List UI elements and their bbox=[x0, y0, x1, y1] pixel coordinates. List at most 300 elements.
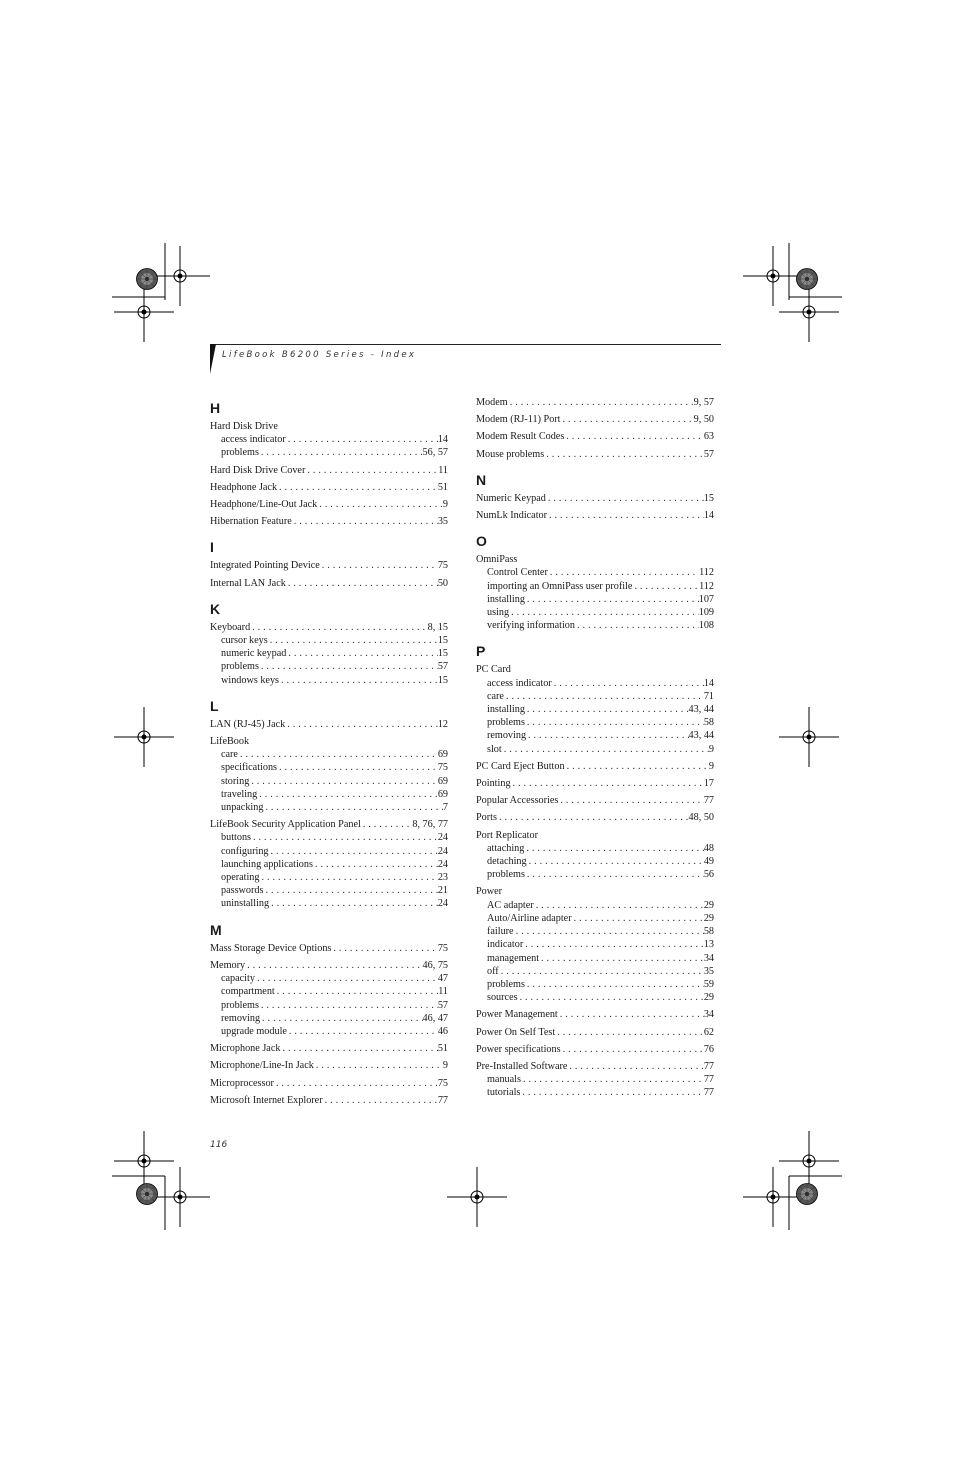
index-entry-row bbox=[210, 735, 448, 748]
dot-leader bbox=[508, 396, 694, 409]
dot-leader bbox=[314, 1059, 443, 1072]
page-reference: 14 bbox=[703, 677, 714, 689]
dot-leader bbox=[561, 413, 694, 426]
index-entry bbox=[210, 420, 448, 460]
dot-leader bbox=[575, 619, 699, 632]
header-rule bbox=[210, 344, 721, 345]
dot-leader bbox=[285, 718, 438, 731]
dot-leader bbox=[255, 972, 438, 985]
index-subentry-row bbox=[476, 991, 714, 1004]
index-term: Ports bbox=[476, 812, 497, 824]
index-entry-row bbox=[476, 430, 714, 443]
index-term: Hard Disk Drive Cover bbox=[210, 464, 306, 476]
index-subentry-row bbox=[476, 593, 714, 606]
page-reference: 8, 76, 77 bbox=[412, 819, 448, 831]
index-term: LifeBook bbox=[210, 736, 250, 748]
index-entry-row bbox=[210, 1077, 448, 1090]
index-subentry-row bbox=[210, 871, 448, 884]
page-reference: 48, 50 bbox=[688, 812, 714, 824]
dot-leader bbox=[251, 831, 438, 844]
index-term: care bbox=[221, 749, 238, 761]
index-entry-row bbox=[476, 663, 714, 676]
index-term: operating bbox=[221, 872, 260, 884]
index-subentry-row bbox=[476, 1073, 714, 1086]
index-entry-row bbox=[476, 1060, 714, 1073]
dot-leader bbox=[558, 1008, 704, 1021]
page-reference: 77 bbox=[703, 795, 714, 807]
index-term: problems bbox=[487, 717, 525, 729]
dot-leader bbox=[292, 515, 438, 528]
index-term: LifeBook Security Application Panel bbox=[210, 819, 361, 831]
page-reference: 46, 75 bbox=[422, 959, 448, 971]
index-term: indicator bbox=[487, 939, 524, 951]
index-subentry-row bbox=[476, 716, 714, 729]
dot-leader bbox=[305, 464, 438, 477]
index-term: Modem Result Codes bbox=[476, 431, 565, 443]
index-letter-heading: L bbox=[210, 697, 219, 714]
dot-leader bbox=[525, 868, 704, 881]
page-reference: 15 bbox=[437, 635, 448, 647]
index-term: Power On Self Test bbox=[476, 1026, 556, 1038]
index-subentry-row bbox=[210, 1025, 448, 1038]
dot-leader bbox=[524, 842, 703, 855]
dot-leader bbox=[269, 845, 438, 858]
index-letter-heading: O bbox=[476, 533, 487, 550]
index-entry-row bbox=[210, 577, 448, 590]
index-term: management bbox=[487, 952, 540, 964]
index-subentry-row bbox=[476, 743, 714, 756]
dot-leader bbox=[567, 1060, 703, 1073]
index-term: Hibernation Feature bbox=[210, 516, 292, 528]
index-entry-row bbox=[210, 515, 448, 528]
index-subentry-row bbox=[476, 912, 714, 925]
index-subentry-row bbox=[210, 775, 448, 788]
index-subentry-row bbox=[476, 606, 714, 619]
index-term: installing bbox=[487, 704, 525, 716]
page-reference: 43, 44 bbox=[688, 704, 714, 716]
index-subentry-row bbox=[476, 729, 714, 742]
index-entry-row bbox=[210, 959, 448, 972]
dot-leader bbox=[548, 566, 699, 579]
page-reference: 14 bbox=[703, 510, 714, 522]
index-term: cursor keys bbox=[221, 635, 268, 647]
index-entry bbox=[476, 760, 714, 773]
index-entry bbox=[476, 413, 714, 426]
index-term: specifications bbox=[221, 762, 278, 774]
index-subentry-row bbox=[210, 858, 448, 871]
dot-leader bbox=[313, 858, 438, 871]
index-term: removing bbox=[221, 1012, 261, 1024]
index-entry-row bbox=[210, 559, 448, 572]
running-header bbox=[210, 344, 721, 374]
index-subentry-row bbox=[476, 690, 714, 703]
index-subentry-row bbox=[210, 761, 448, 774]
page-reference: 29 bbox=[703, 912, 714, 924]
index-term: compartment bbox=[221, 986, 275, 998]
index-term: windows keys bbox=[221, 674, 280, 686]
dot-leader bbox=[525, 703, 689, 716]
dot-leader bbox=[259, 660, 438, 673]
index-entry-row bbox=[476, 1026, 714, 1039]
index-subentry-row bbox=[210, 433, 448, 446]
page-reference: 9, 57 bbox=[693, 397, 714, 408]
index-term: LAN (RJ-45) Jack bbox=[210, 718, 286, 730]
index-term: storing bbox=[221, 775, 250, 787]
page-reference: 75 bbox=[437, 762, 448, 774]
page-reference: 51 bbox=[437, 481, 448, 493]
dot-leader bbox=[277, 761, 438, 774]
index-term: configuring bbox=[221, 845, 269, 857]
page-reference: 77 bbox=[703, 1074, 714, 1086]
page-reference: 9 bbox=[708, 760, 714, 772]
index-entry-row bbox=[210, 498, 448, 511]
index-term: using bbox=[487, 607, 510, 619]
index-term: Pre-Installed Software bbox=[476, 1060, 568, 1072]
page-reference: 63 bbox=[703, 431, 714, 443]
page-reference: 48 bbox=[703, 842, 714, 854]
index-letter-heading: N bbox=[476, 471, 487, 488]
dot-leader bbox=[269, 897, 438, 910]
index-entry bbox=[210, 1059, 448, 1072]
page-reference: 69 bbox=[437, 749, 448, 761]
dot-leader bbox=[547, 509, 704, 522]
index-entry bbox=[210, 621, 448, 687]
index-entry-row bbox=[210, 420, 448, 433]
index-term: Pointing bbox=[476, 778, 511, 790]
index-entry bbox=[210, 464, 448, 477]
header-tab-marker bbox=[210, 344, 216, 374]
page-reference: 108 bbox=[698, 620, 714, 632]
index-entry bbox=[476, 396, 714, 409]
dot-leader bbox=[632, 580, 699, 593]
dot-leader bbox=[331, 942, 437, 955]
index-term: care bbox=[487, 690, 504, 702]
dot-leader bbox=[268, 634, 438, 647]
index-entry bbox=[476, 430, 714, 443]
index-term: Mass Storage Device Options bbox=[210, 942, 332, 954]
index-term: Keyboard bbox=[210, 621, 251, 633]
page-reference: 56, 57 bbox=[422, 447, 448, 459]
index-entry bbox=[476, 492, 714, 505]
index-term: tutorials bbox=[487, 1087, 521, 1099]
page-reference: 57 bbox=[437, 999, 448, 1011]
index-term: sources bbox=[487, 992, 518, 1004]
page-reference: 24 bbox=[437, 845, 448, 857]
index-term: importing an OmniPass user profile bbox=[487, 580, 633, 592]
index-entry bbox=[476, 794, 714, 807]
index-term: slot bbox=[487, 743, 502, 755]
index-subentry-row bbox=[476, 580, 714, 593]
dot-leader bbox=[286, 433, 438, 446]
dot-leader bbox=[572, 912, 704, 925]
index-entry bbox=[476, 811, 714, 824]
dot-leader bbox=[499, 965, 704, 978]
index-entry-row bbox=[210, 464, 448, 477]
page-reference: 109 bbox=[698, 607, 714, 619]
dot-leader bbox=[274, 1077, 438, 1090]
dot-leader bbox=[561, 1043, 704, 1056]
index-term: Auto/Airline adapter bbox=[487, 912, 572, 924]
index-subentry-row bbox=[210, 897, 448, 910]
dot-leader bbox=[245, 959, 422, 972]
dot-leader bbox=[277, 481, 438, 494]
dot-leader bbox=[249, 775, 438, 788]
index-term: Microsoft Internet Explorer bbox=[210, 1094, 323, 1106]
index-term: OmniPass bbox=[476, 554, 518, 566]
page-reference: 46 bbox=[437, 1025, 448, 1037]
dot-leader bbox=[520, 1086, 703, 1099]
index-term: Port Replicator bbox=[476, 829, 538, 841]
index-entry-row bbox=[476, 794, 714, 807]
dot-leader bbox=[525, 716, 704, 729]
page-reference: 9 bbox=[442, 1060, 448, 1072]
index-subentry-row bbox=[476, 619, 714, 632]
dot-leader bbox=[286, 647, 437, 660]
index-entry bbox=[210, 818, 448, 910]
index-subentry-row bbox=[210, 634, 448, 647]
page-reference: 75 bbox=[437, 1077, 448, 1089]
page-reference: 12 bbox=[437, 718, 448, 730]
page-number: 116 bbox=[210, 1140, 228, 1150]
dot-leader bbox=[546, 492, 704, 505]
index-subentry-row bbox=[476, 855, 714, 868]
dot-leader bbox=[504, 690, 704, 703]
index-term: Internal LAN Jack bbox=[210, 577, 286, 589]
index-term: NumLk Indicator bbox=[476, 510, 548, 522]
dot-leader bbox=[523, 938, 704, 951]
index-entry bbox=[476, 885, 714, 1004]
index-entry-row bbox=[476, 396, 714, 409]
index-entry-row bbox=[476, 553, 714, 566]
page-reference: 21 bbox=[437, 885, 448, 897]
index-subentry-row bbox=[210, 647, 448, 660]
page-reference: 11 bbox=[438, 464, 448, 476]
page-reference: 13 bbox=[703, 939, 714, 951]
index-term: Modem bbox=[476, 397, 508, 408]
index-term: problems bbox=[221, 999, 259, 1011]
dot-leader bbox=[361, 818, 413, 831]
index-entry-row bbox=[476, 509, 714, 522]
page-reference: 34 bbox=[703, 952, 714, 964]
index-term: Modem (RJ-11) Port bbox=[476, 414, 561, 426]
page-reference: 23 bbox=[437, 872, 448, 884]
index-entry-row bbox=[476, 492, 714, 505]
index-term: PC Card bbox=[476, 664, 511, 676]
dot-leader bbox=[263, 884, 437, 897]
index-entry-row bbox=[476, 811, 714, 824]
index-entry bbox=[210, 1077, 448, 1090]
index-entry-row bbox=[476, 885, 714, 898]
dot-leader bbox=[564, 430, 704, 443]
dot-leader bbox=[497, 811, 689, 824]
dot-leader bbox=[539, 952, 704, 965]
dot-leader bbox=[518, 991, 704, 1004]
page-reference: 107 bbox=[698, 593, 714, 605]
index-subentry-row bbox=[210, 972, 448, 985]
index-entry-row bbox=[210, 1042, 448, 1055]
page-reference: 29 bbox=[703, 899, 714, 911]
index-entry bbox=[476, 777, 714, 790]
index-term: Power Management bbox=[476, 1009, 558, 1021]
index-entry-row bbox=[476, 829, 714, 842]
dot-leader bbox=[257, 788, 438, 801]
index-term: problems bbox=[221, 661, 259, 673]
dot-leader bbox=[263, 801, 442, 814]
index-entry-row bbox=[210, 818, 448, 831]
page-reference: 62 bbox=[703, 1026, 714, 1038]
index-term: Popular Accessories bbox=[476, 795, 559, 807]
page-reference: 112 bbox=[699, 567, 714, 579]
index-entry-row bbox=[210, 481, 448, 494]
index-term: passwords bbox=[221, 885, 264, 897]
index-entry bbox=[476, 1043, 714, 1056]
dot-leader bbox=[525, 593, 699, 606]
index-subentry-row bbox=[476, 868, 714, 881]
page-reference: 15 bbox=[437, 674, 448, 686]
index-letter-heading: K bbox=[210, 600, 221, 617]
index-subentry-row bbox=[210, 985, 448, 998]
page-reference: 24 bbox=[437, 858, 448, 870]
page-reference: 58 bbox=[703, 717, 714, 729]
index-entry bbox=[210, 515, 448, 528]
page-reference: 77 bbox=[703, 1087, 714, 1099]
index-entry-row bbox=[210, 1059, 448, 1072]
index-entry bbox=[476, 829, 714, 882]
page-reference: 112 bbox=[699, 580, 714, 592]
dot-leader bbox=[565, 760, 709, 773]
index-subentry-row bbox=[210, 999, 448, 1012]
index-term: manuals bbox=[487, 1074, 521, 1086]
index-entry bbox=[476, 1008, 714, 1021]
index-entry bbox=[210, 735, 448, 814]
index-entry-row bbox=[210, 621, 448, 634]
index-term: access indicator bbox=[487, 677, 552, 689]
index-entry bbox=[210, 481, 448, 494]
index-entry-row bbox=[476, 777, 714, 790]
index-entry-row bbox=[210, 1094, 448, 1107]
index-entry-row bbox=[476, 1008, 714, 1021]
index-term: off bbox=[487, 965, 499, 977]
page-reference: 8, 15 bbox=[427, 621, 448, 633]
index-term: detaching bbox=[487, 856, 527, 868]
index-term: failure bbox=[487, 926, 514, 938]
index-entry bbox=[210, 1042, 448, 1055]
page-reference: 9, 50 bbox=[693, 414, 714, 426]
page-reference: 58 bbox=[703, 926, 714, 938]
index-entry bbox=[476, 1060, 714, 1100]
dot-leader bbox=[287, 1025, 438, 1038]
page-reference: 17 bbox=[703, 778, 714, 790]
index-letter-heading: P bbox=[476, 643, 486, 660]
dot-leader bbox=[323, 1094, 438, 1107]
index-term: AC adapter bbox=[487, 899, 534, 911]
index-subentry-row bbox=[210, 446, 448, 459]
index-entry bbox=[210, 559, 448, 572]
index-term: traveling bbox=[221, 788, 258, 800]
page-reference: 15 bbox=[703, 492, 714, 504]
page-reference: 35 bbox=[703, 965, 714, 977]
index-entry bbox=[210, 1094, 448, 1107]
index-entry bbox=[210, 959, 448, 1038]
page-reference: 51 bbox=[437, 1043, 448, 1055]
index-entry bbox=[476, 553, 714, 632]
index-term: Microphone/Line-In Jack bbox=[210, 1060, 314, 1072]
dot-leader bbox=[260, 1012, 422, 1025]
page-reference: 76 bbox=[703, 1043, 714, 1055]
index-entry-row bbox=[476, 448, 714, 461]
index-subentry-row bbox=[210, 660, 448, 673]
dot-leader bbox=[259, 446, 423, 459]
page-reference: 69 bbox=[437, 788, 448, 800]
dot-leader bbox=[250, 621, 427, 634]
page-reference: 24 bbox=[437, 832, 448, 844]
page-reference: 49 bbox=[703, 856, 714, 868]
index-term: Mouse problems bbox=[476, 448, 545, 460]
index-term: Numeric Keypad bbox=[476, 492, 546, 504]
page-reference: 43, 44 bbox=[688, 730, 714, 742]
index-term: problems bbox=[221, 447, 259, 459]
index-subentry-row bbox=[476, 925, 714, 938]
index-column-right bbox=[476, 396, 714, 1100]
index-entry bbox=[210, 718, 448, 731]
index-term: PC Card Eject Button bbox=[476, 760, 565, 772]
index-column-left bbox=[210, 396, 448, 1107]
index-entry-row bbox=[210, 718, 448, 731]
index-term: Memory bbox=[210, 959, 246, 971]
dot-leader bbox=[286, 577, 438, 590]
page-reference: 57 bbox=[437, 661, 448, 673]
index-entry-row bbox=[210, 942, 448, 955]
index-term: Hard Disk Drive bbox=[210, 421, 278, 432]
index-subentry-row bbox=[476, 703, 714, 716]
page-reference: 9 bbox=[708, 743, 714, 755]
dot-leader bbox=[526, 729, 688, 742]
dot-leader bbox=[259, 871, 437, 884]
index-entry bbox=[210, 498, 448, 511]
dot-leader bbox=[275, 985, 438, 998]
dot-leader bbox=[527, 855, 704, 868]
index-subentry-row bbox=[476, 978, 714, 991]
dot-leader bbox=[558, 794, 703, 807]
page-reference: 24 bbox=[437, 898, 448, 910]
index-term: attaching bbox=[487, 842, 525, 854]
index-term: installing bbox=[487, 593, 525, 605]
index-letter-heading: M bbox=[210, 921, 222, 938]
dot-leader bbox=[279, 674, 438, 687]
page-reference: 57 bbox=[703, 448, 714, 460]
index-subentry-row bbox=[210, 788, 448, 801]
index-term: Microphone Jack bbox=[210, 1043, 281, 1055]
page-reference: 75 bbox=[437, 942, 448, 954]
dot-leader bbox=[514, 925, 704, 938]
dot-leader bbox=[238, 748, 438, 761]
index-term: upgrade module bbox=[221, 1025, 287, 1037]
index-subentry-row bbox=[210, 884, 448, 897]
index-term: removing bbox=[487, 730, 527, 742]
index-term: verifying information bbox=[487, 620, 575, 632]
index-term: unpacking bbox=[221, 802, 264, 814]
page-reference: 34 bbox=[703, 1009, 714, 1021]
dot-leader bbox=[320, 559, 438, 572]
index-entry bbox=[476, 448, 714, 461]
index-entry-row bbox=[476, 760, 714, 773]
index-subentry-row bbox=[476, 677, 714, 690]
index-subentry-row bbox=[210, 748, 448, 761]
index-term: Power bbox=[476, 886, 503, 898]
page-reference: 77 bbox=[437, 1094, 448, 1106]
index-subentry-row bbox=[210, 1012, 448, 1025]
index-term: capacity bbox=[221, 973, 255, 985]
